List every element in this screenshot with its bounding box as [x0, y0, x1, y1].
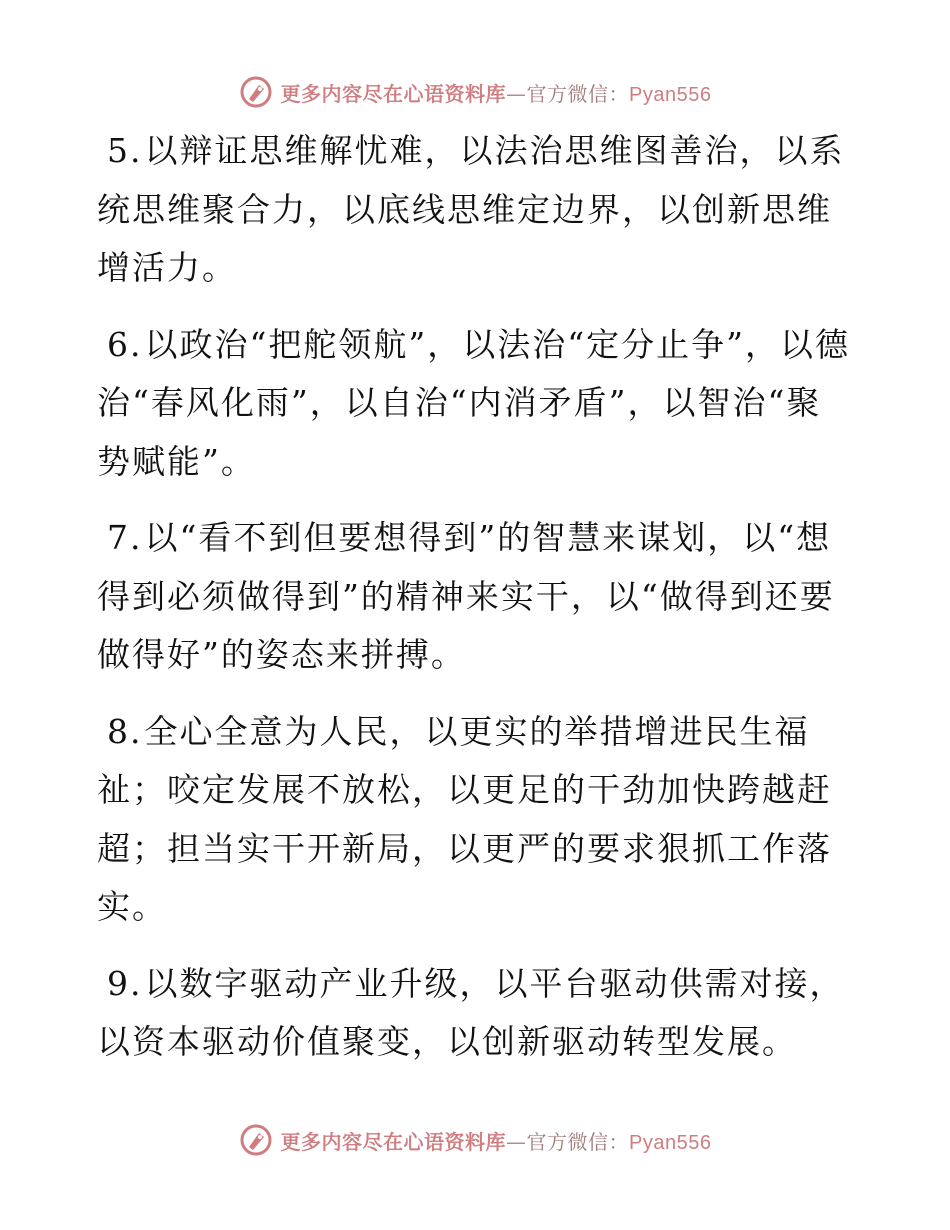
paragraph-number: 5. — [107, 131, 143, 170]
header-contact-id: Pyan556 — [629, 83, 712, 106]
paragraph-6 — [97, 316, 853, 492]
paragraph-text: 全心全意为人民，以更实的举措增进民生福祉；咬定发展不放松，以更足的干劲加快跨越赶超；担当实干开新局，以更严的要求狠抓工作落实。 — [97, 711, 832, 926]
footer-banner-text — [281, 1126, 712, 1155]
footer-contact-label: 官方微信： — [526, 1129, 630, 1154]
paragraph-text: 以数字驱动产业升级，以平台驱动供需对接，以资本驱动价值聚变，以创新驱动转型发展。 — [97, 963, 845, 1061]
paragraph-number: 8. — [107, 711, 143, 751]
paragraph-number: 6. — [107, 324, 143, 364]
paragraph-text: 以“看不到但要想得到”的智慧来谋划，以“想得到必须做得到”的精神来实干，以“做得到还要做得好”的姿态来拼搏。 — [97, 518, 835, 674]
paragraph-8 — [97, 703, 853, 937]
document-body — [97, 122, 853, 1090]
pen-nib-logo-icon — [239, 1123, 273, 1157]
pen-nib-logo-icon — [239, 75, 273, 109]
paragraph-5 — [97, 122, 853, 298]
paragraph-text: 以政治“把舵领航”，以法治“定分止争”，以德治“春风化雨”，以自治“内消矛盾”，以智治“聚势赋能”。 — [97, 324, 850, 481]
paragraph-number: 9. — [107, 963, 143, 1003]
footer-banner-dash: — — [506, 1129, 527, 1154]
footer-contact-id: Pyan556 — [629, 1131, 712, 1154]
paragraph-7 — [97, 509, 853, 685]
page-footer-banner — [0, 1120, 950, 1160]
paragraph-number: 7. — [107, 518, 143, 557]
header-banner-dash: — — [506, 81, 527, 106]
footer-banner-title: 更多内容尽在心语资料库 — [280, 1129, 507, 1154]
header-contact-label: 官方微信： — [526, 81, 630, 106]
page-header-banner — [0, 72, 950, 112]
paragraph-text: 以辩证思维解忧难，以法治思维图善治，以系统思维聚合力，以底线思维定边界，以创新思维增活力。 — [97, 131, 845, 287]
header-banner-title: 更多内容尽在心语资料库 — [280, 81, 507, 106]
paragraph-9 — [97, 955, 853, 1072]
header-banner-text — [281, 78, 712, 107]
